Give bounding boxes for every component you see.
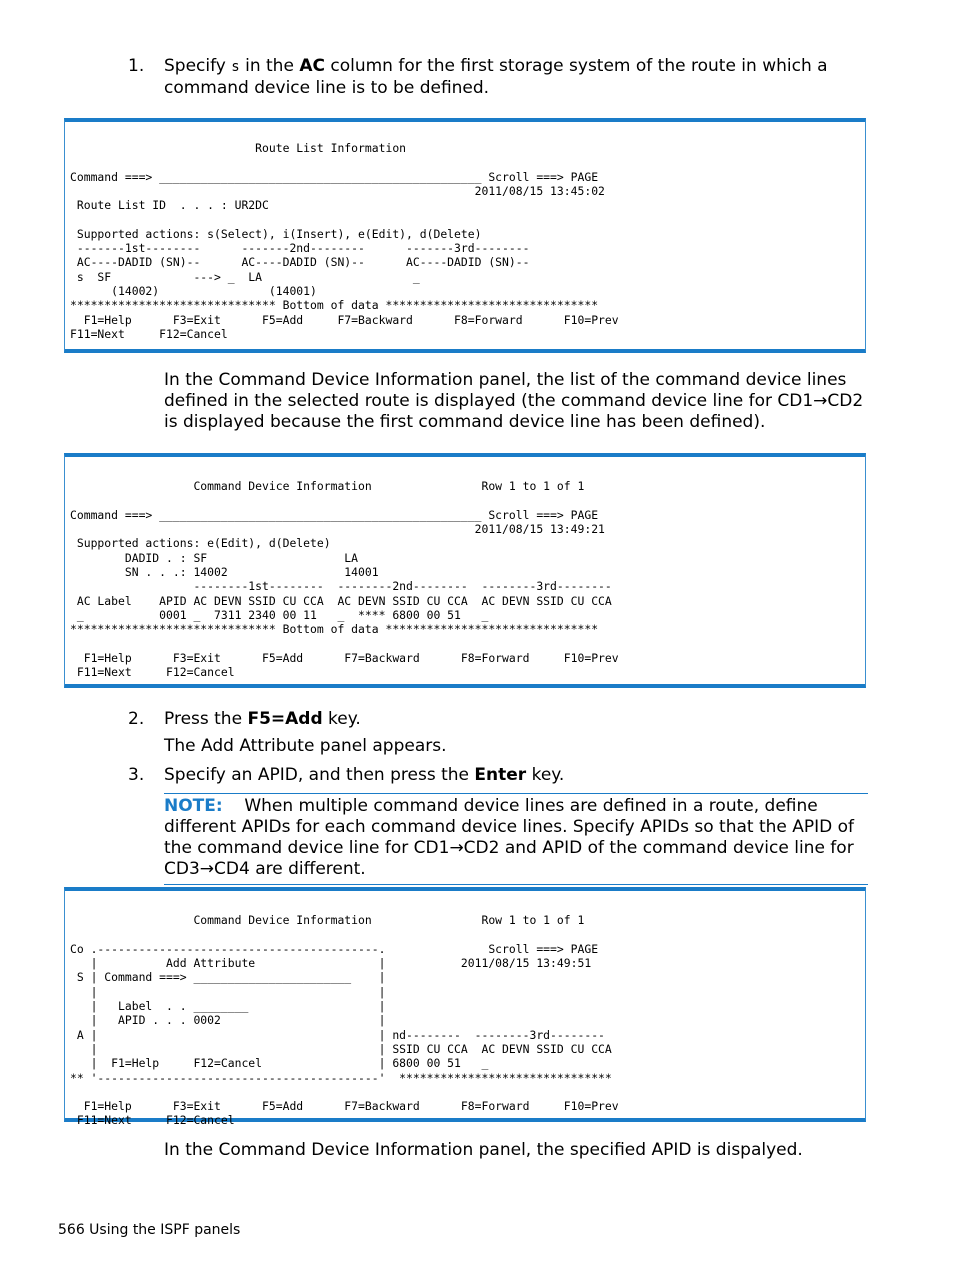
bold-term: F5=Add xyxy=(247,709,323,729)
note-label: NOTE: xyxy=(164,796,223,816)
step-text-part: key. xyxy=(322,709,361,729)
step-text xyxy=(164,56,868,99)
step-text-part: in the xyxy=(239,56,300,76)
step-1 xyxy=(128,56,868,99)
terminal-screen: Command Device Information Row 1 to 1 of 1 Co .-----------------------------------------. Scroll ===> PAGE | Add Attribute | 2011/08/15 13:49:51 S | Command ===> _______________________ | | | | Label . . ________ | | APID . . . 0002 | A | | nd-------- --------3rd-------- | | SSID CU CCA AC DEVN SSID CU CCA | F1=Help F12=Cancel | 6800 00 51 _ ** '-----------------------------------------' ******************************* F1=Help F3=Exit F5=Add F7=Backward F8=Forward F10=Prev F11=Next F12=Cancel xyxy=(70,913,619,1128)
step-text-part: Press the xyxy=(164,709,248,729)
note-text: When multiple command device lines are defined in a route, define different APIDs for each command device lines. Specify APIDs so that the APID of the command device line for CD1→CD2 and APID of the command device line for CD3→CD4 are different. xyxy=(164,796,855,879)
terminal-screen: Route List Information Command ===> _______________________________________________ Scroll ===> PAGE 2011/08/15 13:45:02 Route List ID . . . : UR2DC Supported actions: s(Select), i(Insert), e(Edit), d(Delete) -------1st-------- -------2nd-------- -------3rd-------- AC----DADID (SN)-- AC----DADID (SN)-- AC----DADID (SN)-- s SF ---> _ LA _ (14002) (14001) ****************************** Bottom of data ******************************* F1=Help F3=Exit F5=Add F7=Backward F8=Forward F10=Prev F11=Next F12=Cancel xyxy=(70,141,619,341)
step-text xyxy=(164,709,868,730)
route-list-panel xyxy=(64,118,866,353)
bold-term: AC xyxy=(299,56,325,76)
add-attribute-panel xyxy=(64,887,866,1128)
step-text-part: column for the first storage system of the route in which a command device line is to be defined. xyxy=(164,56,828,98)
bold-term: Enter xyxy=(474,765,527,785)
code-inline: s xyxy=(231,59,240,75)
step-number: 2. xyxy=(128,709,145,729)
step-2 xyxy=(128,709,868,730)
step-text xyxy=(164,765,868,786)
step-number: 1. xyxy=(128,56,145,76)
step-number: 3. xyxy=(128,765,145,785)
step-text-part: Specify an APID, and then press the xyxy=(164,765,475,785)
terminal-screen: Command Device Information Row 1 to 1 of 1 Command ===> _______________________________________________ Scroll ===> PAGE 2011/08/15 13:49:21 Supported actions: e(Edit), d(Delete) DADID . : SF LA SN . . .: 14002 14001 --------1st-------- --------2nd-------- --------3rd-------- AC Label APID AC DEVN SSID CU CCA AC DEVN SSID CU CCA AC DEVN SSID CU CCA _ 0001 _ 7311 2340 00 11 _ **** 6800 00 51 _ ****************************** Bottom of data ******************************* F1=Help F3=Exit F5=Add F7=Backward F8=Forward F10=Prev F11=Next F12=Cancel xyxy=(70,479,619,680)
step-2-result: The Add Attribute panel appears. xyxy=(164,736,447,756)
step-text-part: key. xyxy=(526,765,565,785)
command-device-info-panel xyxy=(64,453,866,688)
description-paragraph: In the Command Device Information panel, the list of the command device lines defined in the selected route is displayed (the command device line for CD1→CD2 is displayed because the first command device line has been defined). xyxy=(164,370,864,432)
step-text-part: Specify xyxy=(164,56,232,76)
result-paragraph: In the Command Device Information panel, the specified APID is dispalyed. xyxy=(164,1140,803,1160)
page-footer: 566 Using the ISPF panels xyxy=(58,1222,241,1238)
step-3 xyxy=(128,765,868,786)
note-box xyxy=(164,793,868,885)
